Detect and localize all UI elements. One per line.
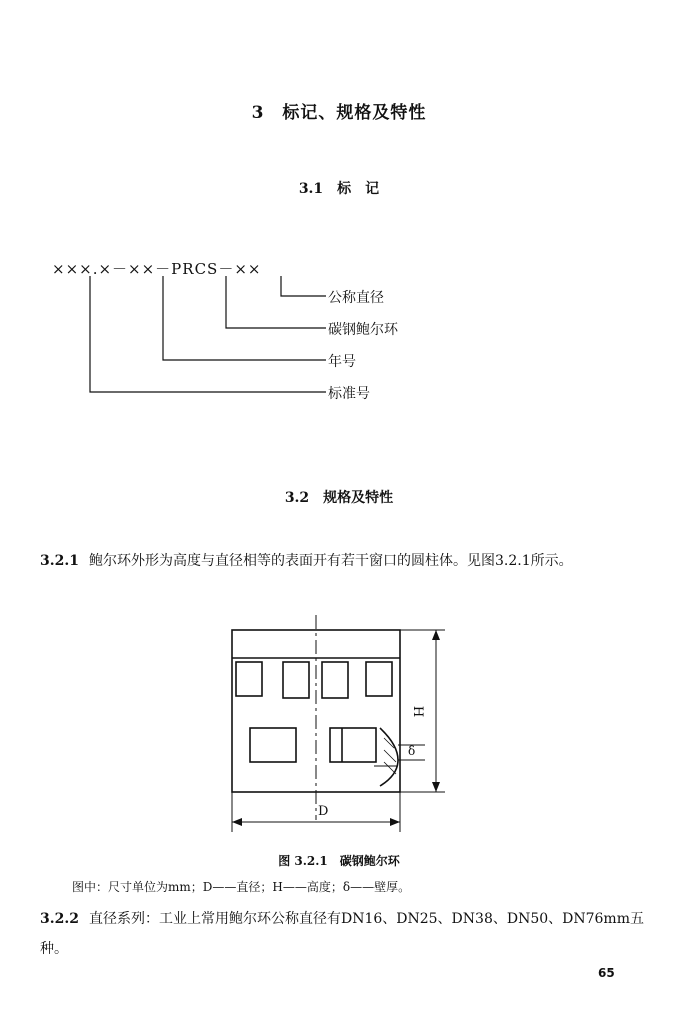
label-year: 年号 xyxy=(328,354,356,370)
paragraph-number: 3.2.1 xyxy=(40,553,79,569)
figure-caption: 图 3.2.1 碳钢鲍尔环 xyxy=(278,854,400,868)
wall-section xyxy=(380,728,398,786)
hatch-line xyxy=(384,762,396,774)
label-standard-number: 标准号 xyxy=(328,386,370,402)
arrowhead xyxy=(432,630,440,640)
paragraph-text: 直径系列：工业上常用鲍尔环公称直径有DN16、DN25、DN38、DN50、DN76mm五种。 xyxy=(40,911,644,957)
marking-code: ×××.×－××－PRCS－×× xyxy=(52,260,262,278)
paragraph-3-2-2 xyxy=(40,904,650,964)
ring-window xyxy=(330,728,376,762)
ring-window xyxy=(322,662,348,698)
ring-window xyxy=(236,662,262,696)
dimension-label-h: H xyxy=(410,705,426,718)
arrowhead xyxy=(232,818,242,826)
arrowhead xyxy=(432,782,440,792)
ring-window xyxy=(283,662,309,698)
dimension-label-delta: δ xyxy=(408,744,416,758)
label-nominal-diameter: 公称直径 xyxy=(328,290,384,306)
page-number: 65 xyxy=(598,966,615,980)
hatch-line xyxy=(384,750,396,762)
figure-note: 图中：尺寸单位为mm；D——直径；H——高度；δ——壁厚。 xyxy=(72,880,411,894)
label-carbon-steel-ring: 碳钢鲍尔环 xyxy=(328,322,398,338)
arrowhead xyxy=(390,818,400,826)
paragraph-text: 鲍尔环外形为高度与直径相等的表面开有若干窗口的圆柱体。见图3.2.1所示。 xyxy=(88,553,573,569)
ring-window xyxy=(366,662,392,696)
chapter-title: 3 标记、规格及特性 xyxy=(251,103,427,123)
paragraph-number: 3.2.2 xyxy=(40,911,79,927)
section-title-spec: 3.2 规格及特性 xyxy=(284,490,394,506)
dimension-label-d: D xyxy=(318,804,329,819)
section-title-marking: 3.1 标 记 xyxy=(298,181,380,197)
ring-window xyxy=(250,728,296,762)
